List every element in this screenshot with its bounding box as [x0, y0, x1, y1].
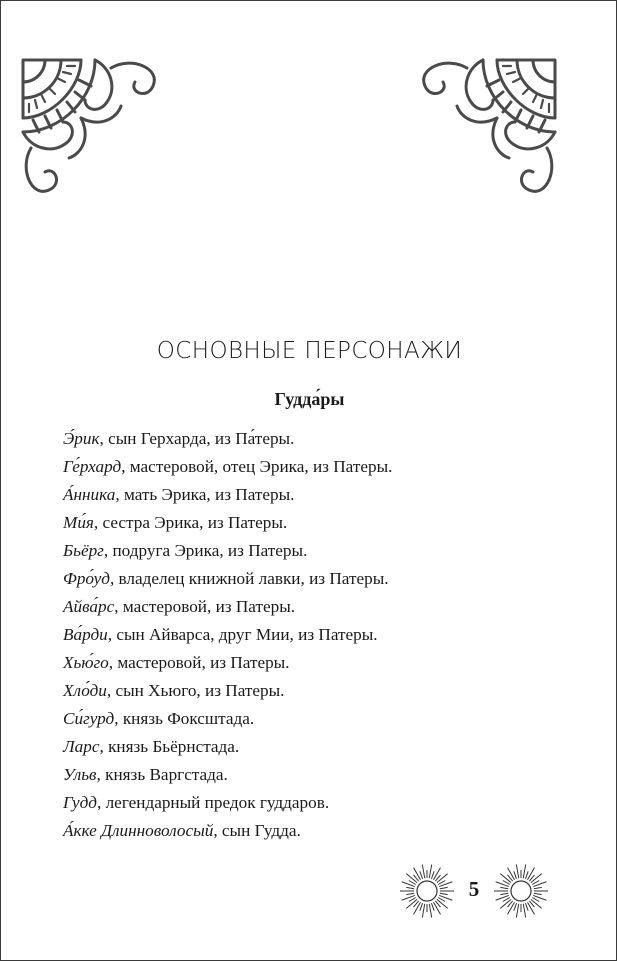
character-description: , мастеровой, из Патеры. [108, 653, 290, 672]
character-name: Гудд [63, 793, 98, 812]
character-description: , подруга Эрика, из Патеры. [103, 541, 308, 560]
character-description: , сын Герхарда, из Па́теры. [99, 429, 295, 448]
character-item [63, 481, 392, 509]
character-item [63, 733, 392, 761]
corner-ornament-icon [21, 58, 157, 194]
character-description: , князь Варгстада. [96, 765, 228, 784]
page-footer [399, 863, 551, 919]
character-item [63, 761, 392, 789]
character-name: Ва́рди [63, 625, 108, 644]
character-item [63, 509, 392, 537]
character-item [63, 677, 392, 705]
character-item [63, 705, 392, 733]
page-title: ОСНОВНЫЕ ПЕРСОНАЖИ [156, 338, 463, 364]
character-description: , князь Бьёрнстада. [99, 737, 240, 756]
character-name: Айва́рс [63, 597, 115, 616]
character-name: Ларс [63, 737, 100, 756]
character-name: Ми́я [63, 513, 94, 532]
character-list [63, 425, 392, 845]
character-name: Фро́уд [63, 569, 110, 588]
character-name: Хло́ди [63, 681, 107, 700]
character-description: , владелец книжной лавки, из Патеры. [109, 569, 389, 588]
character-name: Бьёрг [63, 541, 104, 560]
page-number: 5 [468, 877, 480, 901]
character-description: , мать Эрика, из Патеры. [115, 485, 295, 504]
section-heading: Гудда́ры [274, 389, 345, 409]
character-item [63, 565, 392, 593]
character-description: , сын Гудда. [213, 821, 301, 840]
corner-ornament-icon [421, 58, 557, 194]
character-item [63, 621, 392, 649]
character-description: , мастеровой, отец Эрика, из Патеры. [121, 457, 393, 476]
character-name: Си́гурд [63, 709, 115, 728]
character-name: А́нника [63, 485, 116, 504]
character-item [63, 537, 392, 565]
sunburst-icon [493, 863, 549, 919]
character-item [63, 789, 392, 817]
sunburst-icon [399, 863, 455, 919]
character-description: , сын Айварса, друг Мии, из Патеры. [107, 625, 378, 644]
character-description: , легендарный предок гуддаров. [97, 793, 330, 812]
character-description: , мастеровой, из Патеры. [114, 597, 296, 616]
character-name: Хью́го [63, 653, 109, 672]
character-name: Ге́рхард [63, 457, 122, 476]
character-item [63, 593, 392, 621]
character-item [63, 817, 392, 845]
character-description: , сестра Эрика, из Патеры. [93, 513, 288, 532]
character-name: А́кке Длинноволосый [63, 821, 214, 840]
character-description: , князь Фоксштада. [114, 709, 255, 728]
character-item [63, 425, 392, 453]
character-name: Ульв [63, 765, 97, 784]
character-item [63, 649, 392, 677]
character-item [63, 453, 392, 481]
character-description: , сын Хьюго, из Патеры. [106, 681, 285, 700]
character-name: Э́рик [63, 429, 100, 448]
